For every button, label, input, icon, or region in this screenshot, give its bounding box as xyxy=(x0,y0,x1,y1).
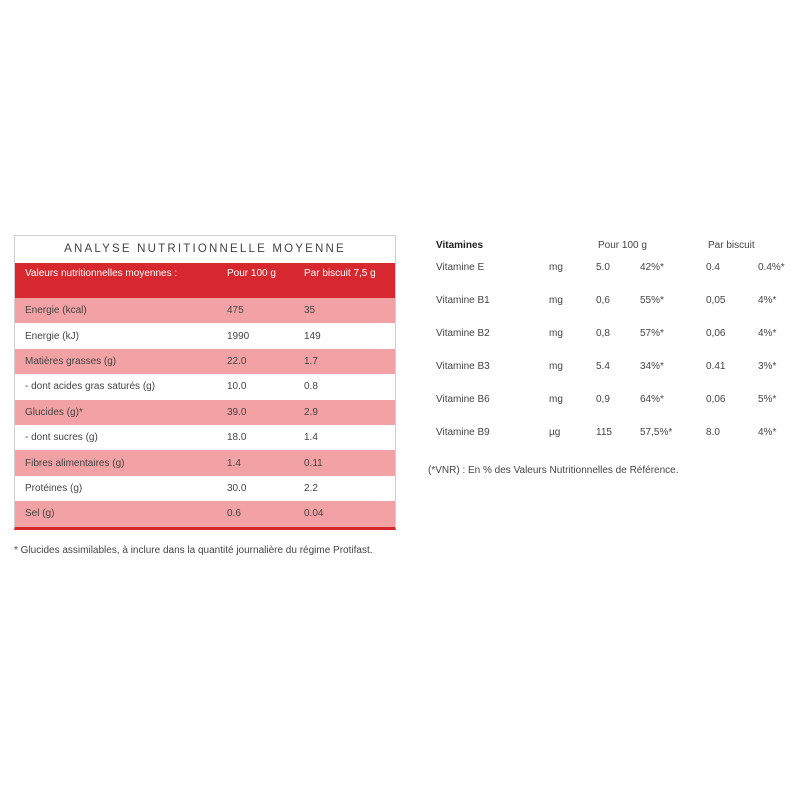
vitamin-pct-biscuit: 4%* xyxy=(758,328,777,339)
vitamin-unit: mg xyxy=(549,394,563,405)
vitamins-header-row xyxy=(436,240,796,262)
table-row xyxy=(15,323,395,348)
header-per100: Pour 100 g xyxy=(227,268,276,279)
table-row xyxy=(15,298,395,323)
vitamin-pct100: 55%* xyxy=(640,295,664,306)
table-row xyxy=(436,394,796,427)
row-per-biscuit: 2.9 xyxy=(304,406,318,418)
table-row xyxy=(15,450,395,475)
vitamin-name: Vitamine B6 xyxy=(436,394,490,405)
nutrition-table xyxy=(14,235,396,530)
header-label: Valeurs nutritionnelles moyennes : xyxy=(25,268,178,279)
table-row xyxy=(15,501,395,526)
row-per100: 30.0 xyxy=(227,482,247,494)
vitamins-header-name: Vitamines xyxy=(436,240,484,251)
vitamins-note: (*VNR) : En % des Valeurs Nutritionnelles de Référence. xyxy=(428,465,679,476)
vitamin-name: Vitamine B2 xyxy=(436,328,490,339)
table-row xyxy=(15,374,395,399)
vitamin-name: Vitamine B3 xyxy=(436,361,490,372)
vitamin-per100: 0,9 xyxy=(596,394,610,405)
vitamin-per-biscuit: 0,06 xyxy=(706,394,726,405)
vitamin-pct100: 57,5%* xyxy=(640,427,673,438)
row-per-biscuit: 1.4 xyxy=(304,432,318,444)
vitamin-name: Vitamine E xyxy=(436,262,485,273)
vitamin-pct-biscuit: 0.4%* xyxy=(758,262,785,273)
vitamin-name: Vitamine B9 xyxy=(436,427,490,438)
table-row xyxy=(436,427,796,460)
row-per-biscuit: 35 xyxy=(304,305,316,317)
row-per-biscuit: 2.2 xyxy=(304,482,318,494)
vitamin-per100: 0,6 xyxy=(596,295,610,306)
row-per-biscuit: 0.04 xyxy=(304,508,324,520)
row-per100: 18.0 xyxy=(227,432,247,444)
row-per-biscuit: 0.8 xyxy=(304,381,318,393)
table-row xyxy=(15,425,395,450)
vitamin-pct-biscuit: 3%* xyxy=(758,361,777,372)
row-per-biscuit: 149 xyxy=(304,330,321,342)
table-row xyxy=(436,295,796,328)
vitamin-pct-biscuit: 5%* xyxy=(758,394,777,405)
row-per-biscuit: 1.7 xyxy=(304,355,318,367)
table-row xyxy=(15,349,395,374)
vitamin-pct-biscuit: 4%* xyxy=(758,427,777,438)
vitamin-per-biscuit: 0.4 xyxy=(706,262,720,273)
vitamin-name: Vitamine B1 xyxy=(436,295,490,306)
vitamins-header-per-biscuit: Par biscuit xyxy=(708,240,755,251)
vitamin-per100: 0,8 xyxy=(596,328,610,339)
row-per100: 1.4 xyxy=(227,457,241,469)
vitamin-per-biscuit: 0.41 xyxy=(706,361,726,372)
vitamin-per-biscuit: 8.0 xyxy=(706,427,720,438)
vitamin-per-biscuit: 0,06 xyxy=(706,328,726,339)
vitamin-pct-biscuit: 4%* xyxy=(758,295,777,306)
header-per-biscuit: Par biscuit 7,5 g xyxy=(304,268,376,279)
row-label: Sel (g) xyxy=(25,508,55,520)
nutrition-header-row xyxy=(15,263,395,298)
table-row xyxy=(15,400,395,425)
row-label: Protéines (g) xyxy=(25,482,83,494)
nutrition-title: ANALYSE NUTRITIONNELLE MOYENNE xyxy=(15,236,395,263)
vitamin-unit: µg xyxy=(549,427,561,438)
vitamin-pct100: 34%* xyxy=(640,361,664,372)
vitamin-pct100: 57%* xyxy=(640,328,664,339)
vitamin-pct100: 64%* xyxy=(640,394,664,405)
vitamins-header-per100: Pour 100 g xyxy=(598,240,647,251)
vitamin-per-biscuit: 0,05 xyxy=(706,295,726,306)
vitamin-per100: 5.4 xyxy=(596,361,610,372)
vitamins-table xyxy=(436,240,796,460)
row-label: Fibres alimentaires (g) xyxy=(25,457,125,469)
table-row xyxy=(436,262,796,295)
vitamin-per100: 5.0 xyxy=(596,262,610,273)
nutrition-footnote: * Glucides assimilables, à inclure dans la quantité journalière du régime Protifast. xyxy=(14,545,373,556)
table-row xyxy=(15,476,395,501)
vitamin-per100: 115 xyxy=(596,427,612,438)
row-per-biscuit: 0.11 xyxy=(304,457,323,469)
row-label: Glucides (g)* xyxy=(25,406,83,418)
vitamin-unit: mg xyxy=(549,328,563,339)
row-per100: 22.0 xyxy=(227,355,247,367)
row-label: - dont acides gras saturés (g) xyxy=(25,381,156,393)
row-per100: 10.0 xyxy=(227,381,247,393)
vitamin-unit: mg xyxy=(549,262,563,273)
row-per100: 475 xyxy=(227,305,244,317)
row-label: Matières grasses (g) xyxy=(25,355,117,367)
row-per100: 1990 xyxy=(227,330,250,342)
vitamin-unit: mg xyxy=(549,295,563,306)
row-label: - dont sucres (g) xyxy=(25,432,98,444)
row-per100: 0.6 xyxy=(227,508,241,520)
row-label: Energie (kJ) xyxy=(25,330,79,342)
row-label: Energie (kcal) xyxy=(25,305,87,317)
row-per100: 39.0 xyxy=(227,406,247,418)
table-row xyxy=(436,361,796,394)
vitamin-pct100: 42%* xyxy=(640,262,664,273)
table-row xyxy=(436,328,796,361)
vitamin-unit: mg xyxy=(549,361,563,372)
